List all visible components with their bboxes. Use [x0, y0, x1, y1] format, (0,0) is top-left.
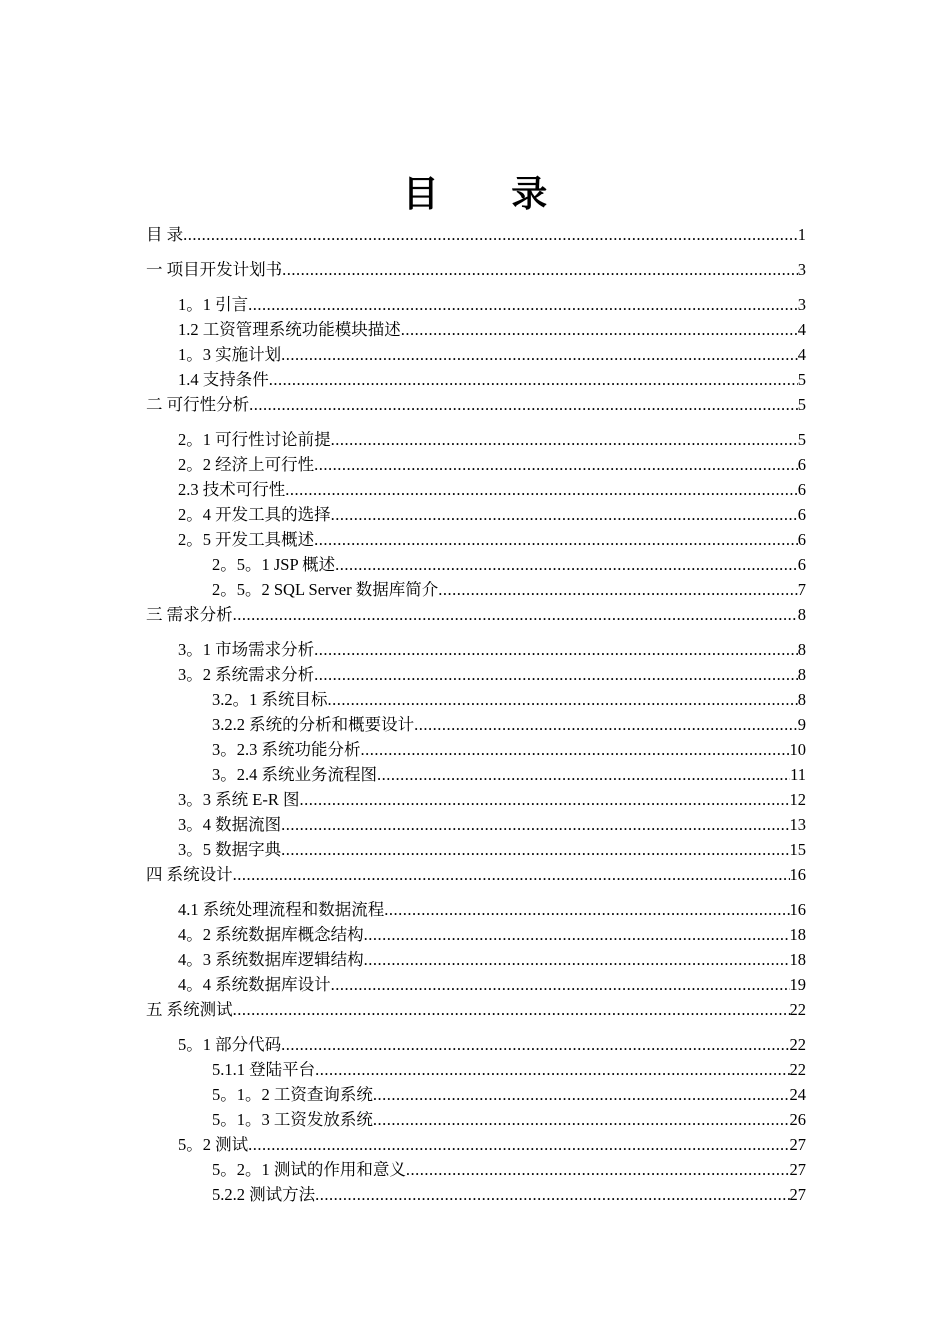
toc-entry[interactable] [146, 603, 806, 627]
toc-entry-label: 2。5。1 JSP 概述 [212, 555, 336, 574]
toc-leader-dots [233, 998, 790, 1022]
toc-entry-label: 1.4 支持条件 [178, 370, 269, 389]
toc-entry[interactable] [146, 838, 806, 862]
toc-entry-label: 3.2.2 系统的分析和概要设计 [212, 715, 415, 734]
toc-entry-label: 3。2.4 系统业务流程图 [212, 765, 377, 784]
toc-page-number: 22 [789, 1000, 806, 1019]
toc-entry-label: 5。2。1 测试的作用和意义 [212, 1160, 406, 1179]
toc-leader-dots [335, 553, 798, 577]
toc-entry-label: 4.1 系统处理流程和数据流程 [178, 900, 385, 919]
toc-leader-dots [401, 318, 798, 342]
toc-leader-dots [281, 343, 798, 367]
toc-page-number: 5 [797, 430, 806, 449]
toc-entry[interactable] [146, 898, 806, 922]
toc-leader-dots [361, 738, 790, 762]
toc-leader-dots [314, 453, 798, 477]
toc-entry[interactable] [146, 923, 806, 947]
toc-entry-label: 3。2 系统需求分析 [178, 665, 315, 684]
toc-entry[interactable] [146, 393, 806, 417]
toc-page-number: 6 [797, 555, 806, 574]
toc-entry-label: 四 系统设计 [146, 865, 233, 884]
toc-entry-label: 3。5 数据字典 [178, 840, 282, 859]
toc-entry-label: 五 系统测试 [146, 1000, 233, 1019]
toc-leader-dots [281, 838, 789, 862]
toc-entry-label: 2。5。2 SQL Server 数据库简介 [212, 580, 439, 599]
toc-entry[interactable] [146, 948, 806, 972]
toc-entry[interactable] [146, 1083, 806, 1107]
toc-page-number: 13 [789, 815, 806, 834]
toc-leader-dots [281, 1033, 789, 1057]
toc-page-number: 24 [789, 1085, 806, 1104]
toc-page-number: 22 [789, 1035, 806, 1054]
toc-entry[interactable] [146, 293, 806, 317]
toc-leader-dots [269, 368, 798, 392]
toc-page-number: 15 [789, 840, 806, 859]
toc-entry-label: 3。2.3 系统功能分析 [212, 740, 361, 759]
toc-entry[interactable] [146, 478, 806, 502]
toc-entry[interactable] [146, 343, 806, 367]
toc-leader-dots [233, 603, 798, 627]
toc-leader-dots [438, 578, 798, 602]
toc-entry[interactable] [146, 528, 806, 552]
toc-entry[interactable] [146, 453, 806, 477]
toc-page-number: 3 [797, 260, 806, 279]
toc-leader-dots [373, 1108, 790, 1132]
toc-entry-label: 三 需求分析 [146, 605, 233, 624]
toc-entry[interactable] [146, 663, 806, 687]
toc-entry[interactable] [146, 503, 806, 527]
toc-entry[interactable] [146, 813, 806, 837]
toc-page-number: 5 [797, 395, 806, 414]
toc-entry-label: 5.2.2 测试方法 [212, 1185, 316, 1204]
toc-page-number: 27 [789, 1135, 806, 1154]
toc-entry-label: 1.2 工资管理系统功能模块描述 [178, 320, 401, 339]
toc-leader-dots [414, 713, 798, 737]
toc-entry[interactable] [146, 688, 806, 712]
toc-entry[interactable] [146, 258, 806, 282]
toc-entry-label: 4。4 系统数据库设计 [178, 975, 331, 994]
toc-page-number: 18 [789, 950, 806, 969]
toc-page-number: 26 [789, 1110, 806, 1129]
toc-entry-label: 3。1 市场需求分析 [178, 640, 315, 659]
toc-entry-label: 5。2 测试 [178, 1135, 249, 1154]
toc-entry[interactable] [146, 1158, 806, 1182]
toc-entry-label: 5。1。3 工资发放系统 [212, 1110, 373, 1129]
toc-leader-dots [299, 788, 789, 812]
toc-entry-label: 3。4 数据流图 [178, 815, 282, 834]
toc-page-number: 7 [797, 580, 806, 599]
toc-entry-label: 3.2。1 系统目标 [212, 690, 328, 709]
toc-entry-label: 4。2 系统数据库概念结构 [178, 925, 364, 944]
toc-page-number: 19 [789, 975, 806, 994]
toc-leader-dots [315, 1183, 789, 1207]
toc-entry[interactable] [146, 713, 806, 737]
toc-page-number: 16 [789, 865, 806, 884]
toc-page-number: 27 [789, 1160, 806, 1179]
toc-leader-dots [248, 1133, 789, 1157]
toc-leader-dots [281, 813, 789, 837]
toc-page-number: 22 [789, 1060, 806, 1079]
toc-page-number: 16 [789, 900, 806, 919]
toc-page-number: 6 [797, 480, 806, 499]
toc-leader-dots [331, 973, 790, 997]
toc-leader-dots [364, 948, 790, 972]
toc-leader-dots [384, 898, 789, 922]
toc-entry[interactable] [146, 998, 806, 1022]
toc-page-number: 6 [797, 505, 806, 524]
toc-leader-dots [249, 393, 798, 417]
toc-leader-dots [331, 503, 798, 527]
toc-page-number: 8 [797, 640, 806, 659]
toc-entry[interactable] [146, 1058, 806, 1082]
toc-page-number: 9 [797, 715, 806, 734]
toc-leader-dots [314, 663, 798, 687]
toc-entry[interactable] [146, 578, 806, 602]
toc-entry-label: 2。4 开发工具的选择 [178, 505, 331, 524]
toc-entry[interactable] [146, 318, 806, 342]
toc-entry[interactable] [146, 368, 806, 392]
toc-leader-dots [328, 688, 798, 712]
toc-entry-label: 2.3 技术可行性 [178, 480, 286, 499]
page-title: 目 录 [402, 174, 578, 215]
toc-page-number: 5 [797, 370, 806, 389]
toc-leader-dots [377, 763, 790, 787]
toc-entry[interactable] [146, 428, 806, 452]
toc-entry[interactable] [146, 223, 806, 247]
toc-entry[interactable] [146, 1108, 806, 1132]
toc-entry[interactable] [146, 553, 806, 577]
toc-entry-label: 二 可行性分析 [146, 395, 250, 414]
toc-entry-label: 2。2 经济上可行性 [178, 455, 315, 474]
toc-entry[interactable] [146, 863, 806, 887]
toc-page-number: 18 [789, 925, 806, 944]
toc-leader-dots [331, 428, 798, 452]
toc-page-number: 8 [797, 605, 806, 624]
toc-entry[interactable] [146, 973, 806, 997]
toc-page-number: 8 [797, 665, 806, 684]
toc-page-number: 3 [797, 295, 806, 314]
toc-entry-label: 5.1.1 登陆平台 [212, 1060, 316, 1079]
toc-entry[interactable] [146, 763, 806, 787]
toc-entry-label: 目 录 [146, 225, 184, 244]
toc-page-number: 4 [797, 320, 806, 339]
toc-entry-label: 4。3 系统数据库逻辑结构 [178, 950, 364, 969]
toc-entry-label: 1。1 引言 [178, 295, 249, 314]
toc-page-number: 12 [789, 790, 806, 809]
toc-leader-dots [314, 638, 798, 662]
toc-entry[interactable] [146, 738, 806, 762]
toc-page-number: 4 [797, 345, 806, 364]
toc-leader-dots [314, 528, 798, 552]
toc-leader-dots [364, 923, 790, 947]
toc-entry-label: 一 项目开发计划书 [146, 260, 283, 279]
toc-page-number: 11 [790, 765, 806, 784]
toc-leader-dots [406, 1158, 790, 1182]
toc-page-number: 8 [797, 690, 806, 709]
toc-entry[interactable] [146, 1133, 806, 1157]
toc-leader-dots [285, 478, 798, 502]
toc-entry-label: 1。3 实施计划 [178, 345, 282, 364]
toc-page-number: 10 [789, 740, 806, 759]
toc-page-number: 6 [797, 455, 806, 474]
toc-entry-label: 2。5 开发工具概述 [178, 530, 315, 549]
toc-entry[interactable] [146, 638, 806, 662]
toc-page-number: 1 [797, 225, 806, 244]
toc-entry-label: 2。1 可行性讨论前提 [178, 430, 331, 449]
toc-leader-dots [373, 1083, 790, 1107]
toc-page-number: 27 [789, 1185, 806, 1204]
toc-entry-label: 3。3 系统 E-R 图 [178, 790, 300, 809]
toc-page-number: 6 [797, 530, 806, 549]
toc-entry-label: 5。1 部分代码 [178, 1035, 282, 1054]
toc-leader-dots [315, 1058, 789, 1082]
toc-leader-dots [233, 863, 790, 887]
toc-entry-label: 5。1。2 工资查询系统 [212, 1085, 373, 1104]
toc-leader-dots [183, 223, 798, 247]
toc-leader-dots [282, 258, 798, 282]
toc-entry[interactable] [146, 788, 806, 812]
toc-leader-dots [248, 293, 798, 317]
toc-entry[interactable] [146, 1033, 806, 1057]
toc-entry[interactable] [146, 1183, 806, 1207]
